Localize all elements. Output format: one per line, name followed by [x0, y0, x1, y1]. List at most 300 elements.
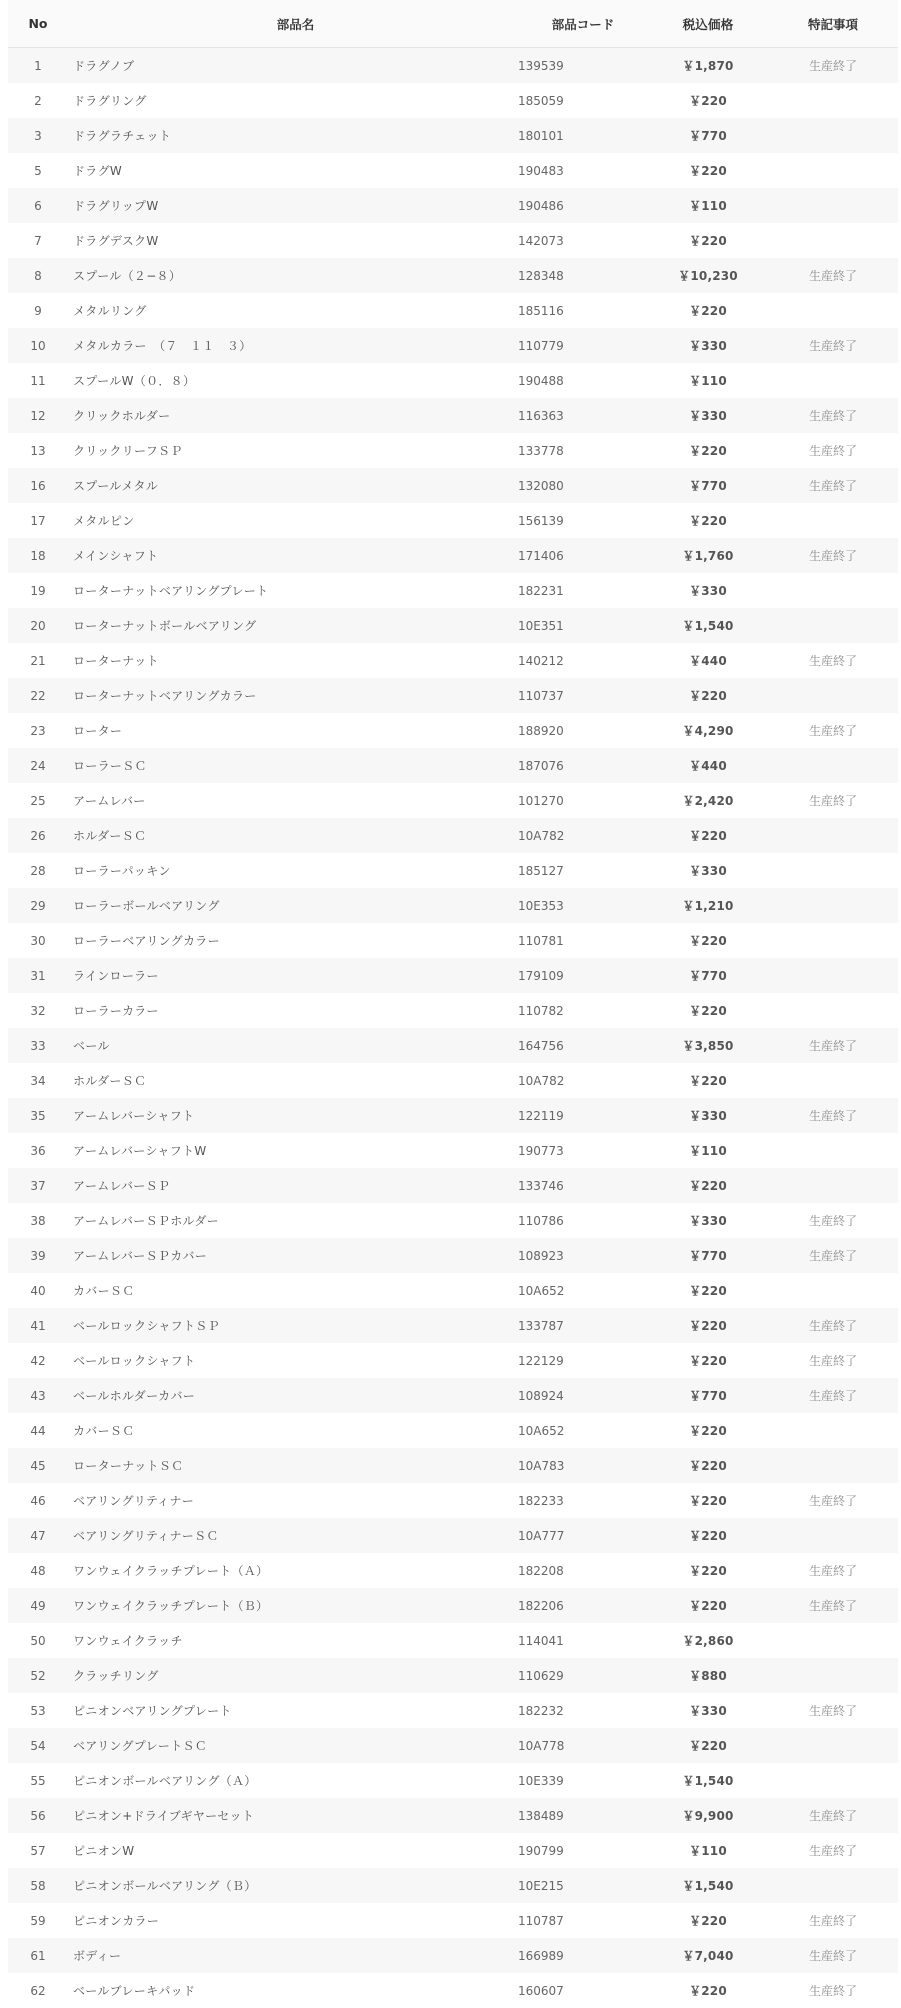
row-note	[768, 118, 898, 153]
row-part-code: 10E215	[518, 1868, 648, 1903]
row-part-code: 133778	[518, 433, 648, 468]
row-part-code: 166989	[518, 1938, 648, 1973]
row-no: 54	[8, 1728, 68, 1763]
row-no: 62	[8, 1973, 68, 2008]
table-row	[8, 1833, 898, 1868]
row-note	[768, 1448, 898, 1483]
table-row	[8, 643, 898, 678]
row-note	[768, 1623, 898, 1658]
row-no: 40	[8, 1273, 68, 1308]
row-part-name: ベアリングリティナーＳＣ	[68, 1518, 518, 1553]
row-part-name: アームレバーＳＰ	[68, 1168, 518, 1203]
row-part-code: 182232	[518, 1693, 648, 1728]
table-row	[8, 1378, 898, 1413]
row-note	[768, 1868, 898, 1903]
table-row	[8, 748, 898, 783]
row-note	[768, 888, 898, 923]
row-price: ￥220	[648, 678, 768, 713]
row-part-code: 133746	[518, 1168, 648, 1203]
row-part-code: 108923	[518, 1238, 648, 1273]
row-part-code: 133787	[518, 1308, 648, 1343]
row-part-code: 139539	[518, 48, 648, 84]
table-row	[8, 1483, 898, 1518]
row-part-name: ドラグデスクW	[68, 223, 518, 258]
table-row	[8, 1063, 898, 1098]
row-note	[768, 1168, 898, 1203]
row-part-name: ホルダーＳＣ	[68, 1063, 518, 1098]
row-no: 44	[8, 1413, 68, 1448]
row-part-code: 10A652	[518, 1273, 648, 1308]
row-price: ￥220	[648, 1973, 768, 2008]
row-part-name: ローラーベアリングカラー	[68, 923, 518, 958]
row-part-name: ドラグラチェット	[68, 118, 518, 153]
row-part-name: ホルダーＳＣ	[68, 818, 518, 853]
row-note	[768, 678, 898, 713]
row-note	[768, 83, 898, 118]
row-no: 18	[8, 538, 68, 573]
row-part-code: 190799	[518, 1833, 648, 1868]
row-part-name: ラインローラー	[68, 958, 518, 993]
row-part-code: 180101	[518, 118, 648, 153]
table-row	[8, 993, 898, 1028]
table-row	[8, 48, 898, 84]
row-part-code: 116363	[518, 398, 648, 433]
row-part-name: ボディー	[68, 1938, 518, 1973]
row-price: ￥1,870	[648, 48, 768, 84]
row-part-code: 140212	[518, 643, 648, 678]
row-price: ￥1,540	[648, 1763, 768, 1798]
row-no: 43	[8, 1378, 68, 1413]
row-no: 20	[8, 608, 68, 643]
row-part-code: 114041	[518, 1623, 648, 1658]
table-row	[8, 1133, 898, 1168]
row-no: 11	[8, 363, 68, 398]
row-part-name: メタルピン	[68, 503, 518, 538]
row-no: 32	[8, 993, 68, 1028]
row-no: 49	[8, 1588, 68, 1623]
row-part-code: 142073	[518, 223, 648, 258]
row-no: 30	[8, 923, 68, 958]
row-price: ￥770	[648, 958, 768, 993]
row-no: 24	[8, 748, 68, 783]
table-row	[8, 293, 898, 328]
table-row	[8, 1098, 898, 1133]
table-row	[8, 363, 898, 398]
row-part-name: ベールホルダーカバー	[68, 1378, 518, 1413]
row-part-name: ローター	[68, 713, 518, 748]
row-note	[768, 1763, 898, 1798]
row-part-code: 185059	[518, 83, 648, 118]
row-no: 8	[8, 258, 68, 293]
row-price: ￥330	[648, 398, 768, 433]
table-row	[8, 1413, 898, 1448]
row-part-name: ピニオンボールベアリング（Ａ）	[68, 1763, 518, 1798]
table-header	[8, 0, 898, 48]
row-no: 1	[8, 48, 68, 84]
row-no: 50	[8, 1623, 68, 1658]
row-price: ￥330	[648, 853, 768, 888]
row-price: ￥220	[648, 1903, 768, 1938]
row-part-name: ローターナットＳＣ	[68, 1448, 518, 1483]
row-price: ￥220	[648, 293, 768, 328]
row-part-name: スプールメタル	[68, 468, 518, 503]
table-row	[8, 573, 898, 608]
parts-table	[8, 0, 898, 2008]
row-part-code: 122119	[518, 1098, 648, 1133]
row-note	[768, 1518, 898, 1553]
row-no: 38	[8, 1203, 68, 1238]
header-part-code: 部品コード	[518, 0, 648, 48]
row-no: 37	[8, 1168, 68, 1203]
row-part-name: スプールW（０．８）	[68, 363, 518, 398]
row-part-name: アームレバーＳＰカバー	[68, 1238, 518, 1273]
row-note	[768, 1658, 898, 1693]
row-price: ￥7,040	[648, 1938, 768, 1973]
table-row	[8, 1448, 898, 1483]
header-row	[8, 0, 898, 48]
row-price: ￥330	[648, 1693, 768, 1728]
row-part-name: アームレバーシャフト	[68, 1098, 518, 1133]
row-price: ￥330	[648, 1203, 768, 1238]
row-note: 生産終了	[768, 398, 898, 433]
row-part-name: ベアリングプレートＳＣ	[68, 1728, 518, 1763]
row-note: 生産終了	[768, 48, 898, 84]
row-price: ￥220	[648, 1553, 768, 1588]
row-price: ￥220	[648, 1448, 768, 1483]
row-part-code: 171406	[518, 538, 648, 573]
row-no: 33	[8, 1028, 68, 1063]
row-part-code: 10E339	[518, 1763, 648, 1798]
row-price: ￥1,540	[648, 1868, 768, 1903]
row-no: 29	[8, 888, 68, 923]
row-no: 17	[8, 503, 68, 538]
row-part-code: 179109	[518, 958, 648, 993]
table-row	[8, 83, 898, 118]
row-part-code: 128348	[518, 258, 648, 293]
row-part-name: ベアリングリティナー	[68, 1483, 518, 1518]
row-price: ￥1,760	[648, 538, 768, 573]
row-note	[768, 223, 898, 258]
row-no: 12	[8, 398, 68, 433]
row-note	[768, 818, 898, 853]
row-part-code: 190773	[518, 1133, 648, 1168]
row-price: ￥220	[648, 1168, 768, 1203]
table-row	[8, 538, 898, 573]
row-part-name: アームレバーシャフトW	[68, 1133, 518, 1168]
row-note: 生産終了	[768, 1028, 898, 1063]
row-part-name: メインシャフト	[68, 538, 518, 573]
row-part-name: スプール（２−８）	[68, 258, 518, 293]
row-part-code: 188920	[518, 713, 648, 748]
row-price: ￥110	[648, 363, 768, 398]
row-price: ￥330	[648, 1098, 768, 1133]
row-part-code: 182208	[518, 1553, 648, 1588]
row-no: 5	[8, 153, 68, 188]
row-no: 22	[8, 678, 68, 713]
row-no: 34	[8, 1063, 68, 1098]
row-note	[768, 573, 898, 608]
row-note: 生産終了	[768, 713, 898, 748]
table-row	[8, 1798, 898, 1833]
row-note: 生産終了	[768, 1833, 898, 1868]
table-body	[8, 48, 898, 2008]
row-price: ￥770	[648, 468, 768, 503]
row-no: 56	[8, 1798, 68, 1833]
row-part-code: 160607	[518, 1973, 648, 2008]
row-part-code: 190486	[518, 188, 648, 223]
row-part-code: 10E351	[518, 608, 648, 643]
row-no: 19	[8, 573, 68, 608]
row-no: 57	[8, 1833, 68, 1868]
table-row	[8, 1903, 898, 1938]
row-note: 生産終了	[768, 1903, 898, 1938]
row-part-code: 10A778	[518, 1728, 648, 1763]
row-part-code: 185127	[518, 853, 648, 888]
row-note: 生産終了	[768, 1693, 898, 1728]
row-part-name: ドラグリップW	[68, 188, 518, 223]
row-note	[768, 1133, 898, 1168]
row-part-code: 10A782	[518, 1063, 648, 1098]
row-no: 53	[8, 1693, 68, 1728]
row-part-code: 110787	[518, 1903, 648, 1938]
row-part-name: ピニオン+ドライブギヤーセット	[68, 1798, 518, 1833]
table-row	[8, 1273, 898, 1308]
row-no: 55	[8, 1763, 68, 1798]
table-row	[8, 1693, 898, 1728]
row-price: ￥330	[648, 328, 768, 363]
row-price: ￥220	[648, 818, 768, 853]
row-note	[768, 1063, 898, 1098]
row-part-name: ピニオンベアリングプレート	[68, 1693, 518, 1728]
row-part-name: ローラーボールベアリング	[68, 888, 518, 923]
row-price: ￥770	[648, 1238, 768, 1273]
row-no: 2	[8, 83, 68, 118]
row-part-name: ピニオンカラー	[68, 1903, 518, 1938]
row-part-name: ドラグリング	[68, 83, 518, 118]
row-price: ￥220	[648, 1588, 768, 1623]
table-row	[8, 923, 898, 958]
row-part-code: 10A777	[518, 1518, 648, 1553]
row-price: ￥2,860	[648, 1623, 768, 1658]
row-note	[768, 748, 898, 783]
row-part-name: クラッチリング	[68, 1658, 518, 1693]
table-row	[8, 258, 898, 293]
row-price: ￥10,230	[648, 258, 768, 293]
row-part-name: ローターナット	[68, 643, 518, 678]
row-part-code: 122129	[518, 1343, 648, 1378]
row-part-code: 190483	[518, 153, 648, 188]
row-part-name: ベールブレーキパッド	[68, 1973, 518, 2008]
row-part-name: ローターナットベアリングプレート	[68, 573, 518, 608]
row-note	[768, 188, 898, 223]
row-part-code: 156139	[518, 503, 648, 538]
row-note: 生産終了	[768, 1343, 898, 1378]
row-part-code: 110782	[518, 993, 648, 1028]
header-note: 特記事項	[768, 0, 898, 48]
row-note	[768, 993, 898, 1028]
row-note	[768, 958, 898, 993]
table-row	[8, 1588, 898, 1623]
row-note	[768, 1728, 898, 1763]
row-note: 生産終了	[768, 643, 898, 678]
row-note	[768, 153, 898, 188]
row-part-code: 10A783	[518, 1448, 648, 1483]
table-row	[8, 783, 898, 818]
row-price: ￥220	[648, 83, 768, 118]
row-no: 35	[8, 1098, 68, 1133]
table-row	[8, 853, 898, 888]
row-part-code: 101270	[518, 783, 648, 818]
row-price: ￥110	[648, 1133, 768, 1168]
row-note: 生産終了	[768, 783, 898, 818]
row-no: 7	[8, 223, 68, 258]
row-part-code: 187076	[518, 748, 648, 783]
row-part-code: 138489	[518, 1798, 648, 1833]
row-note: 生産終了	[768, 538, 898, 573]
row-price: ￥220	[648, 433, 768, 468]
table-row	[8, 503, 898, 538]
row-no: 13	[8, 433, 68, 468]
row-price: ￥3,850	[648, 1028, 768, 1063]
row-part-name: メタルカラー （７ １１ ３）	[68, 328, 518, 363]
row-no: 39	[8, 1238, 68, 1273]
row-part-name: ワンウェイクラッチプレート（Ａ）	[68, 1553, 518, 1588]
row-note: 生産終了	[768, 1938, 898, 1973]
row-price: ￥440	[648, 748, 768, 783]
table-row	[8, 1203, 898, 1238]
row-part-name: ベールロックシャフト	[68, 1343, 518, 1378]
row-part-name: クリックリーフＳＰ	[68, 433, 518, 468]
table-row	[8, 1168, 898, 1203]
row-part-code: 164756	[518, 1028, 648, 1063]
row-part-name: ワンウェイクラッチプレート（Ｂ）	[68, 1588, 518, 1623]
row-part-code: 110779	[518, 328, 648, 363]
table-row	[8, 818, 898, 853]
row-note	[768, 1273, 898, 1308]
row-note	[768, 923, 898, 958]
row-note: 生産終了	[768, 1308, 898, 1343]
row-no: 6	[8, 188, 68, 223]
row-part-code: 110781	[518, 923, 648, 958]
table-row	[8, 1868, 898, 1903]
row-part-code: 110737	[518, 678, 648, 713]
row-price: ￥330	[648, 573, 768, 608]
row-no: 10	[8, 328, 68, 363]
row-part-code: 185116	[518, 293, 648, 328]
row-part-code: 110629	[518, 1658, 648, 1693]
row-price: ￥4,290	[648, 713, 768, 748]
header-price: 税込価格	[648, 0, 768, 48]
table-row	[8, 468, 898, 503]
row-part-name: アームレバーＳＰホルダー	[68, 1203, 518, 1238]
table-row	[8, 188, 898, 223]
row-part-name: アームレバー	[68, 783, 518, 818]
row-part-name: ドラグノブ	[68, 48, 518, 84]
row-no: 45	[8, 1448, 68, 1483]
row-note: 生産終了	[768, 328, 898, 363]
row-part-code: 108924	[518, 1378, 648, 1413]
table-row	[8, 153, 898, 188]
row-note	[768, 853, 898, 888]
row-part-name: クリックホルダー	[68, 398, 518, 433]
row-no: 52	[8, 1658, 68, 1693]
row-note: 生産終了	[768, 1238, 898, 1273]
table-row	[8, 433, 898, 468]
row-price: ￥220	[648, 1063, 768, 1098]
row-note: 生産終了	[768, 1098, 898, 1133]
table-row	[8, 1028, 898, 1063]
row-note	[768, 503, 898, 538]
row-part-code: 190488	[518, 363, 648, 398]
row-part-name: ベールロックシャフトＳＰ	[68, 1308, 518, 1343]
row-part-name: ローラーパッキン	[68, 853, 518, 888]
header-no: No	[8, 0, 68, 48]
row-no: 23	[8, 713, 68, 748]
row-no: 31	[8, 958, 68, 993]
header-part-name: 部品名	[68, 0, 518, 48]
row-part-name: ローターナットボールベアリング	[68, 608, 518, 643]
row-price: ￥220	[648, 1728, 768, 1763]
row-no: 28	[8, 853, 68, 888]
row-no: 36	[8, 1133, 68, 1168]
row-no: 21	[8, 643, 68, 678]
row-price: ￥110	[648, 188, 768, 223]
table-row	[8, 1763, 898, 1798]
row-part-code: 132080	[518, 468, 648, 503]
row-part-name: ワンウェイクラッチ	[68, 1623, 518, 1658]
row-note: 生産終了	[768, 1483, 898, 1518]
table-row	[8, 328, 898, 363]
row-price: ￥220	[648, 503, 768, 538]
row-note: 生産終了	[768, 433, 898, 468]
row-note: 生産終了	[768, 1798, 898, 1833]
table-row	[8, 713, 898, 748]
row-note: 生産終了	[768, 258, 898, 293]
row-note: 生産終了	[768, 1588, 898, 1623]
table-row	[8, 608, 898, 643]
row-part-name: ドラグW	[68, 153, 518, 188]
table-row	[8, 1238, 898, 1273]
table-row	[8, 1728, 898, 1763]
row-note: 生産終了	[768, 468, 898, 503]
row-part-name: ローラーＳＣ	[68, 748, 518, 783]
row-price: ￥2,420	[648, 783, 768, 818]
row-part-name: ピニオンボールベアリング（Ｂ）	[68, 1868, 518, 1903]
table-row	[8, 118, 898, 153]
row-price: ￥9,900	[648, 1798, 768, 1833]
row-part-code: 10A652	[518, 1413, 648, 1448]
table-row	[8, 678, 898, 713]
row-price: ￥220	[648, 1413, 768, 1448]
row-part-name: ベール	[68, 1028, 518, 1063]
row-price: ￥1,210	[648, 888, 768, 923]
row-part-code: 182206	[518, 1588, 648, 1623]
row-no: 41	[8, 1308, 68, 1343]
row-price: ￥220	[648, 993, 768, 1028]
row-price: ￥220	[648, 223, 768, 258]
table-row	[8, 1308, 898, 1343]
row-part-code: 182231	[518, 573, 648, 608]
row-price: ￥220	[648, 1518, 768, 1553]
row-part-code: 182233	[518, 1483, 648, 1518]
row-price: ￥440	[648, 643, 768, 678]
table-row	[8, 223, 898, 258]
row-part-code: 10E353	[518, 888, 648, 923]
table-row	[8, 398, 898, 433]
table-row	[8, 1518, 898, 1553]
row-no: 3	[8, 118, 68, 153]
table-row	[8, 1623, 898, 1658]
